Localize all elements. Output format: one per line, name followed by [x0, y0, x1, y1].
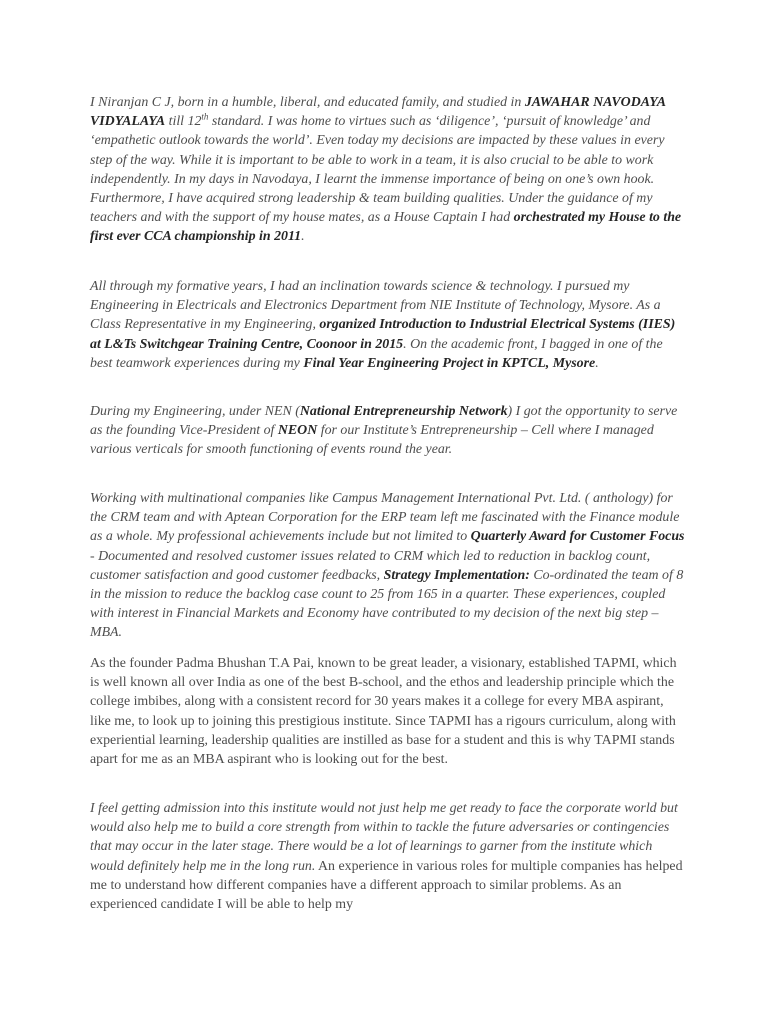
- text-span: till 12: [165, 114, 202, 130]
- emphasis-nen: National Entrepreneurship Network: [299, 404, 508, 419]
- text-span: As the founder Padma Bhushan T.A Pai, known to be great leader, a visionary, established TAPMI, which is well known all over India as one of the best B-school, and the ethos and leadership principle which the college imbibes, along with a consistent record for 30 years makes it a college for every MBA aspirant, like me, to look up to joining this prestigious institute. Since TAPMI has a rigours curriculum, along with experiential learning, leadership qualities are instilled as base for a student and this is why TAPMI stands apart for me as an MBA aspirant who is looking out for the best.: [90, 656, 677, 768]
- paragraph-tapmi: [90, 654, 686, 769]
- text-span: ) I got the opportunity to serve as the founding Vice-President of: [90, 404, 678, 439]
- paragraph-engineering: [90, 277, 686, 373]
- text-span: - Documented and resolved customer issues related to CRM which led to reduction in backlog count, customer satisfaction and good customer feedbacks,: [90, 548, 651, 583]
- text-span: I feel getting admission into this institute would not just help me get ready to face the corporate world but would also help me to build a core strength from within to tackle the future adversaries or contingencies that may occur in the later stage. There would be a lot of learnings to garner from the institute which would definitely help me in the long run.: [90, 801, 678, 874]
- paragraph-work-experience: [90, 489, 686, 643]
- text-span: . On the academic front, I bagged in one of the best teamwork experiences during my: [90, 336, 663, 371]
- emphasis-final-project: Final Year Engineering Project in KPTCL, Mysore: [303, 355, 596, 371]
- text-span: for our Institute’s Entrepreneurship – Cell where I managed various verticals for smooth functioning of events round the year.: [90, 423, 654, 458]
- text-span: Co-ordinated the team of 8 in the mission to reduce the backlog case count to 25 from 165 in a quarter. These experiences, coupled with interest in Financial Markets and Economy have contributed to my decision of the next big step – MBA.: [90, 567, 684, 641]
- superscript: th: [201, 111, 209, 122]
- emphasis-quarterly-award: Quarterly Award for Customer Focus: [470, 529, 685, 545]
- emphasis-school-name: JAWAHAR NAVODAYA VIDYALAYA: [90, 95, 666, 130]
- text-span: .: [301, 229, 305, 245]
- text-span: I Niranjan C J, born in a humble, liberal, and educated family, and studied in: [90, 95, 525, 110]
- paragraph-upbringing: [90, 93, 686, 247]
- text-span: All through my formative years, I had an inclination towards science & technology. I pursued my Engineering in Electricals and Electronics Department from NIE Institute of Technology, Mysore. As a Class Representative in my Engineering,: [90, 279, 661, 333]
- text-span: .: [595, 355, 599, 371]
- emphasis-neon: NEON: [277, 423, 318, 439]
- paragraph-entrepreneurship: [90, 402, 686, 460]
- paragraph-admission: [90, 799, 686, 914]
- emphasis-cca-championship: orchestrated my House to the first ever CCA championship in 2011: [90, 210, 682, 245]
- text-span: standard. I was home to virtues such as ‘diligence’, ‘pursuit of knowledge’ and ‘empathetic outlook towards the world’. Even today my decisions are impacted by these values in every step of the way. While it is important to be able to work in a team, it is also crucial to be able to work independently. In my days in Navodaya, I learnt the immense importance of being on one’s own hook. Furthermore, I have acquired strong leadership & team building qualities. Under the guidance of my teachers and with the support of my house mates, as a House Captain I had: [90, 114, 665, 226]
- emphasis-iies: organized Introduction to Industrial Electrical Systems (IIES) at L&Ts Switchgear Training Centre, Coonoor in 2015: [90, 317, 676, 352]
- text-span: An experience in various roles for multiple companies has helped me to understand how different companies have a different approach to similar problems. As an experienced candidate I will be able to help my: [90, 858, 683, 913]
- emphasis-strategy: Strategy Implementation:: [383, 567, 530, 583]
- text-span: During my Engineering, under NEN (: [90, 404, 300, 419]
- text-span: Working with multinational companies like Campus Management International Pvt. Ltd. ( anthology) for the CRM team and with Aptean Corporation for the ERP team left me fascinated with the Finance module as a whole. My professional achievements include but not limited to: [90, 491, 680, 545]
